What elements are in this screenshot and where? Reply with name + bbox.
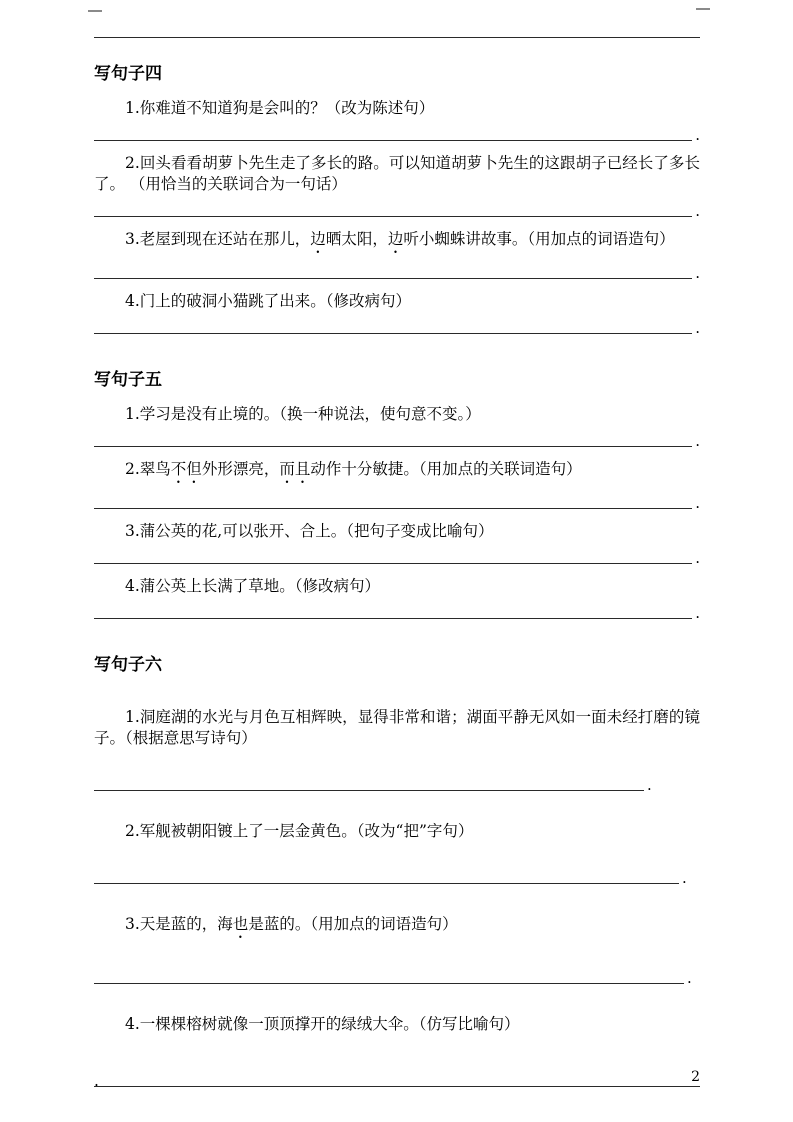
line-end-period: . [682, 869, 687, 887]
line-end-period: . [695, 494, 700, 512]
text-run: 3.老屋到现在还站在那儿， [125, 230, 311, 248]
text-run: 2.军舰被朝阳镀上了一层金黄色。（改为“把”字句） [125, 822, 474, 840]
answer-rule [94, 774, 644, 791]
answer-rule [94, 602, 692, 619]
section-title: 写句子四 [94, 64, 162, 84]
answer-rule [94, 967, 684, 984]
question-text [94, 821, 700, 842]
section-title: 写句子五 [94, 370, 162, 390]
emphasized-word: 不但 [170, 460, 202, 478]
question-text [94, 707, 700, 749]
answer-rule [94, 867, 679, 884]
answer-line [94, 968, 700, 987]
text-run: 4.蒲公英上长满了草地。（修改病句） [125, 577, 381, 595]
question-text [94, 229, 700, 257]
text-run: 动作十分敏捷。（用加点的关联词造句） [310, 460, 582, 478]
question-text [94, 404, 700, 425]
text-run: 3.蒲公英的花,可以张开、合上。（把句子变成比喻句） [125, 522, 494, 540]
emphasized-word: 也 [232, 915, 249, 933]
answer-line [94, 201, 700, 220]
answer-rule [94, 430, 692, 447]
line-end-period: . [695, 126, 700, 144]
top-edge-mark [88, 10, 102, 12]
question-text [94, 521, 700, 542]
emphasized-word: 而且 [279, 460, 311, 478]
line-end-period: . [695, 202, 700, 220]
answer-line [94, 318, 700, 337]
header-rule [94, 37, 700, 38]
document-body [94, 37, 700, 1092]
question-text [94, 576, 700, 597]
standalone-period: . [94, 1072, 99, 1090]
answer-rule [94, 492, 692, 509]
text-run: 听小蜘蛛讲故事。（用加点的词语造句） [403, 230, 675, 248]
line-end-period: . [647, 776, 652, 794]
answer-rule [94, 262, 692, 279]
answer-line [94, 263, 700, 282]
answer-line [94, 431, 700, 450]
question-text [94, 98, 700, 119]
emphasized-word: 边 [387, 230, 404, 248]
line-end-period: . [695, 264, 700, 282]
line-end-period: . [695, 549, 700, 567]
line-end-period: . [687, 969, 692, 987]
section [94, 62, 700, 337]
answer-line [94, 603, 700, 622]
section-title: 写句子六 [94, 655, 162, 675]
emphasized-word: 边 [310, 230, 326, 248]
section [94, 368, 700, 622]
question-text [94, 459, 700, 487]
answer-line [94, 775, 700, 794]
text-run: 是蓝的。（用加点的词语造句） [248, 915, 458, 933]
text-run: 4.一棵棵榕树就像一顶顶撑开的绿绒大伞。（仿写比喻句） [125, 1015, 520, 1033]
text-run: 1.学习是没有止境的。（换一种说法，使句意不变。） [125, 405, 481, 423]
section [94, 653, 700, 1092]
text-run: 1.你难道不知道狗是会叫的？（改为陈述句） [125, 99, 435, 117]
answer-rule [94, 317, 692, 334]
line-end-period: . [695, 604, 700, 622]
text-run: 外形漂亮， [201, 460, 280, 478]
answer-line [94, 493, 700, 512]
text-run: 1.洞庭湖的水光与月色互相辉映，显得非常和谐；湖面平静无风如一面未经打磨的镜子。（根据意思写诗句） [94, 708, 700, 747]
line-end-period: . [695, 319, 700, 337]
answer-rule [94, 547, 692, 564]
question-text [94, 1014, 700, 1035]
question-text [94, 291, 700, 312]
footer-rule [94, 1086, 700, 1087]
text-run: 3.天是蓝的，海 [125, 915, 233, 933]
answer-line [94, 125, 700, 144]
top-edge-mark [696, 8, 710, 10]
question-text [94, 914, 700, 942]
answer-line [94, 868, 700, 887]
answer-line [94, 548, 700, 567]
answer-rule [94, 124, 692, 141]
question-text [94, 153, 700, 195]
sections [94, 62, 700, 1092]
answer-rule [94, 200, 692, 217]
page-number: 2 [691, 1069, 700, 1085]
text-run: 2.回头看看胡萝卜先生走了多长的路。可以知道胡萝卜先生的这跟胡子已经长了多长了。 （用恰当的关联词合为一句话） [94, 154, 700, 193]
text-run: 2.翠鸟 [125, 460, 171, 478]
text-run: 4.门上的破洞小猫跳了出来。（修改病句） [125, 292, 412, 310]
text-run: 晒太阳， [325, 230, 388, 248]
line-end-period: . [695, 432, 700, 450]
